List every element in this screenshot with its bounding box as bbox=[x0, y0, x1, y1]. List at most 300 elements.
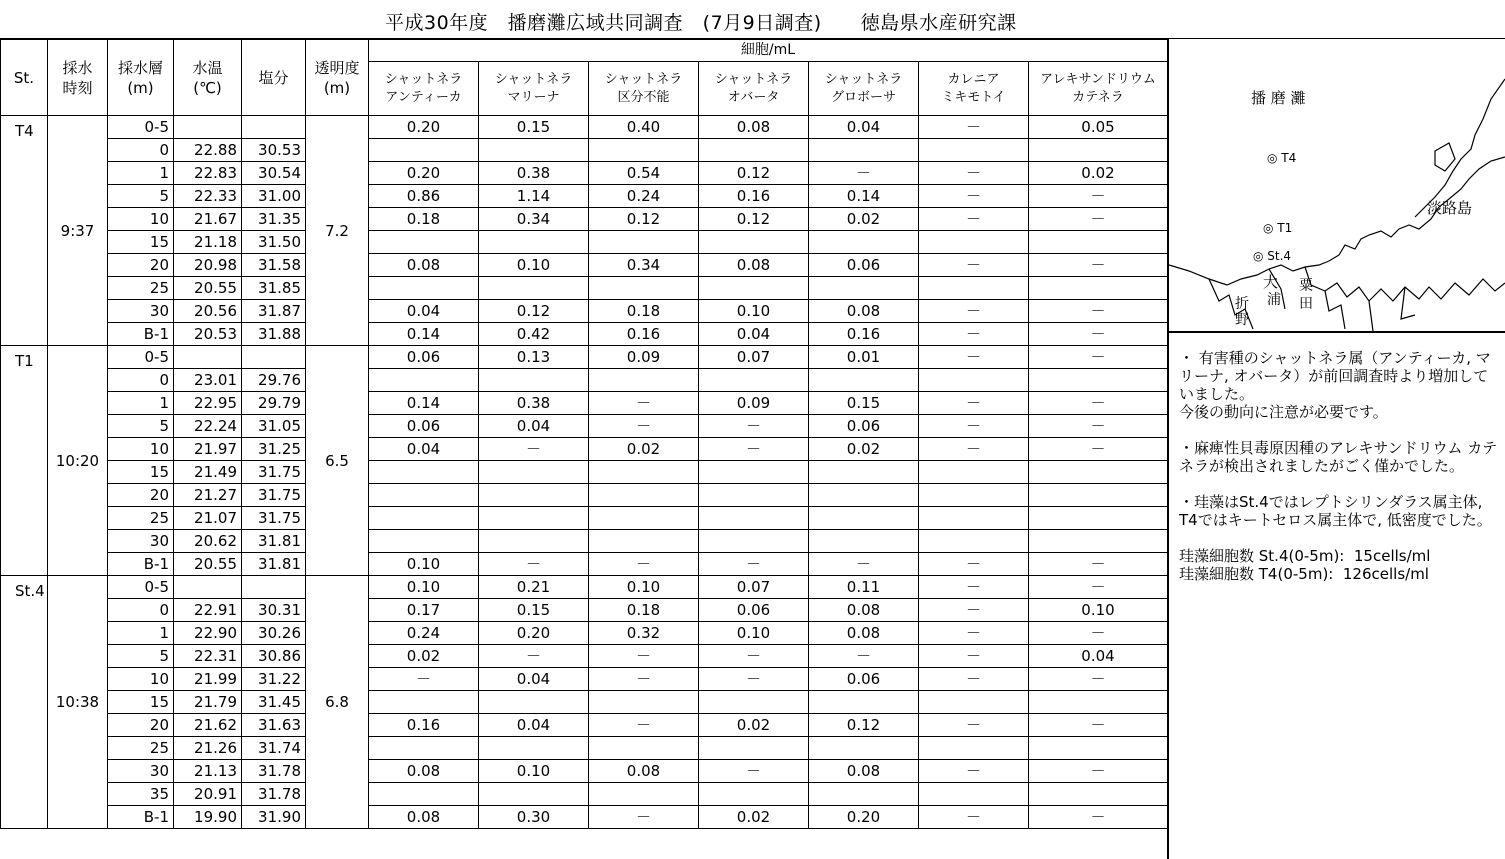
salinity-cell: 31.58 bbox=[242, 254, 306, 277]
cell-count bbox=[809, 783, 919, 806]
map-station-t1: ◎ T1 bbox=[1263, 221, 1293, 235]
cell-count: 0.08 bbox=[369, 254, 479, 277]
cell-count bbox=[479, 139, 589, 162]
table-row bbox=[1, 323, 1168, 346]
table-row bbox=[1, 254, 1168, 277]
table-row bbox=[1, 783, 1168, 806]
cell-count: － bbox=[1029, 323, 1168, 346]
cell-count bbox=[369, 737, 479, 760]
survey-map bbox=[1169, 39, 1505, 333]
cell-count bbox=[809, 139, 919, 162]
cell-count bbox=[699, 737, 809, 760]
cell-count bbox=[1029, 484, 1168, 507]
cell-count bbox=[809, 691, 919, 714]
cell-count: 0.08 bbox=[589, 760, 699, 783]
depth-cell: 0 bbox=[108, 139, 174, 162]
cell-count bbox=[809, 737, 919, 760]
cell-count: 0.10 bbox=[369, 576, 479, 599]
table-row bbox=[1, 507, 1168, 530]
cell-count bbox=[589, 461, 699, 484]
diatom-counts bbox=[1179, 547, 1501, 583]
cell-count: 0.08 bbox=[699, 254, 809, 277]
cell-count: 0.10 bbox=[699, 300, 809, 323]
station-name: St.4 bbox=[1, 576, 48, 829]
temperature-cell: 22.24 bbox=[174, 415, 242, 438]
cell-count: 0.06 bbox=[809, 668, 919, 691]
cell-count: 0.34 bbox=[589, 254, 699, 277]
cell-count: － bbox=[1029, 622, 1168, 645]
cell-count: 0.18 bbox=[589, 300, 699, 323]
cell-count: － bbox=[919, 645, 1029, 668]
header-species: カレニア ミキモトイ bbox=[919, 62, 1029, 116]
depth-cell: 30 bbox=[108, 300, 174, 323]
cell-count: 0.04 bbox=[369, 438, 479, 461]
salinity-cell bbox=[242, 576, 306, 599]
table-row bbox=[1, 277, 1168, 300]
cell-count: － bbox=[919, 576, 1029, 599]
depth-cell: B-1 bbox=[108, 553, 174, 576]
salinity-cell: 31.45 bbox=[242, 691, 306, 714]
header-species: シャットネラ 区分不能 bbox=[589, 62, 699, 116]
cell-count: 0.02 bbox=[369, 645, 479, 668]
temperature-cell: 21.99 bbox=[174, 668, 242, 691]
sampling-time: 10:20 bbox=[48, 346, 108, 576]
cell-count bbox=[919, 691, 1029, 714]
cell-count: 0.20 bbox=[369, 162, 479, 185]
cell-count bbox=[479, 737, 589, 760]
cell-count bbox=[809, 530, 919, 553]
salinity-cell: 30.86 bbox=[242, 645, 306, 668]
cell-count: 0.14 bbox=[369, 392, 479, 415]
temperature-cell: 20.98 bbox=[174, 254, 242, 277]
cell-count: － bbox=[919, 323, 1029, 346]
header-cell-unit: 細胞/mL bbox=[369, 40, 1168, 62]
notes-section bbox=[1179, 349, 1501, 583]
cell-count: － bbox=[919, 714, 1029, 737]
coastline-shikoku bbox=[1169, 157, 1505, 285]
table-row bbox=[1, 139, 1168, 162]
cell-count: － bbox=[1029, 208, 1168, 231]
depth-cell: 10 bbox=[108, 668, 174, 691]
coastline-shore bbox=[1325, 287, 1415, 331]
cell-count: 0.09 bbox=[699, 392, 809, 415]
coastline-island bbox=[1435, 143, 1455, 171]
cell-count: － bbox=[1029, 760, 1168, 783]
cell-count bbox=[809, 507, 919, 530]
cell-count: 0.34 bbox=[479, 208, 589, 231]
depth-cell: 20 bbox=[108, 714, 174, 737]
salinity-cell bbox=[242, 346, 306, 369]
cell-count: 0.10 bbox=[479, 254, 589, 277]
cell-count bbox=[369, 461, 479, 484]
table-row bbox=[1, 185, 1168, 208]
salinity-cell: 31.25 bbox=[242, 438, 306, 461]
cell-count: 0.16 bbox=[699, 185, 809, 208]
cell-count bbox=[919, 231, 1029, 254]
cell-count: － bbox=[1029, 346, 1168, 369]
cell-count: － bbox=[919, 346, 1029, 369]
cell-count: － bbox=[699, 553, 809, 576]
map-place-label: 粟 bbox=[1299, 278, 1313, 294]
cell-count: 0.40 bbox=[589, 116, 699, 139]
temperature-cell: 21.07 bbox=[174, 507, 242, 530]
header-temperature: 水温 (℃) bbox=[174, 40, 242, 116]
cell-count bbox=[919, 139, 1029, 162]
depth-cell: 15 bbox=[108, 231, 174, 254]
depth-cell: 0-5 bbox=[108, 116, 174, 139]
cell-count: － bbox=[589, 645, 699, 668]
cell-count bbox=[919, 737, 1029, 760]
depth-cell: 15 bbox=[108, 461, 174, 484]
map-station-t4: ◎ T4 bbox=[1267, 151, 1297, 165]
table-row bbox=[1, 553, 1168, 576]
cell-count: 0.10 bbox=[369, 553, 479, 576]
cell-count: 0.11 bbox=[809, 576, 919, 599]
cell-count bbox=[479, 507, 589, 530]
salinity-cell: 31.78 bbox=[242, 783, 306, 806]
table-row bbox=[1, 576, 1168, 599]
salinity-cell: 31.75 bbox=[242, 507, 306, 530]
cell-count bbox=[369, 277, 479, 300]
cell-count: 0.18 bbox=[369, 208, 479, 231]
cell-count: － bbox=[919, 254, 1029, 277]
table-body bbox=[1, 116, 1168, 829]
salinity-cell: 29.76 bbox=[242, 369, 306, 392]
cell-count bbox=[1029, 231, 1168, 254]
depth-cell: 0 bbox=[108, 599, 174, 622]
cell-count: － bbox=[699, 645, 809, 668]
salinity-cell: 31.74 bbox=[242, 737, 306, 760]
cell-count: － bbox=[699, 760, 809, 783]
cell-count bbox=[589, 484, 699, 507]
cell-count: － bbox=[919, 415, 1029, 438]
cell-count bbox=[369, 783, 479, 806]
transparency-cell: 6.8 bbox=[306, 576, 369, 829]
cell-count: 0.06 bbox=[369, 415, 479, 438]
header-transparency: 透明度 (m) bbox=[306, 40, 369, 116]
depth-cell: 30 bbox=[108, 760, 174, 783]
table-row bbox=[1, 208, 1168, 231]
cell-count: － bbox=[809, 162, 919, 185]
cell-count: 0.06 bbox=[369, 346, 479, 369]
cell-count: 0.38 bbox=[479, 392, 589, 415]
cell-count: － bbox=[1029, 576, 1168, 599]
cell-count bbox=[919, 484, 1029, 507]
sampling-time: 9:37 bbox=[48, 116, 108, 346]
cell-count: 0.15 bbox=[479, 116, 589, 139]
coastline-map bbox=[1169, 39, 1505, 331]
temperature-cell: 21.62 bbox=[174, 714, 242, 737]
cell-count: － bbox=[1029, 185, 1168, 208]
diatom-count-st4: 珪藻細胞数 St.4(0-5m): 15cells/ml bbox=[1179, 547, 1431, 565]
cell-count: 0.08 bbox=[369, 760, 479, 783]
header-species: シャットネラ アンティーカ bbox=[369, 62, 479, 116]
cell-count: － bbox=[919, 760, 1029, 783]
cell-count: 0.09 bbox=[589, 346, 699, 369]
depth-cell: 25 bbox=[108, 277, 174, 300]
temperature-cell: 22.83 bbox=[174, 162, 242, 185]
cell-count: － bbox=[1029, 254, 1168, 277]
salinity-cell: 31.22 bbox=[242, 668, 306, 691]
cell-count: 0.06 bbox=[809, 415, 919, 438]
cell-count: － bbox=[699, 438, 809, 461]
temperature-cell: 22.31 bbox=[174, 645, 242, 668]
cell-count: － bbox=[919, 208, 1029, 231]
cell-count: 0.24 bbox=[369, 622, 479, 645]
salinity-cell: 31.35 bbox=[242, 208, 306, 231]
cell-count: 0.16 bbox=[589, 323, 699, 346]
table-row bbox=[1, 392, 1168, 415]
station-name: T4 bbox=[1, 116, 48, 346]
cell-count: － bbox=[1029, 438, 1168, 461]
cell-count: － bbox=[589, 714, 699, 737]
temperature-cell: 21.97 bbox=[174, 438, 242, 461]
depth-cell: 25 bbox=[108, 507, 174, 530]
cell-count bbox=[479, 783, 589, 806]
cell-count bbox=[369, 530, 479, 553]
note-item: ・珪藻はSt.4ではレプトシリンダラス属主体, T4ではキートセロス属主体で, 低密度でした。 bbox=[1179, 493, 1492, 529]
transparency-cell: 6.5 bbox=[306, 346, 369, 576]
temperature-cell: 22.90 bbox=[174, 622, 242, 645]
cell-count: 0.15 bbox=[479, 599, 589, 622]
salinity-cell: 31.50 bbox=[242, 231, 306, 254]
salinity-cell: 31.85 bbox=[242, 277, 306, 300]
cell-count: － bbox=[919, 622, 1029, 645]
cell-count bbox=[589, 139, 699, 162]
cell-count: 0.24 bbox=[589, 185, 699, 208]
salinity-cell: 31.78 bbox=[242, 760, 306, 783]
cell-count bbox=[589, 691, 699, 714]
cell-count: 0.04 bbox=[809, 116, 919, 139]
cell-count: 0.01 bbox=[809, 346, 919, 369]
header-species: アレキサンドリウム カテネラ bbox=[1029, 62, 1168, 116]
cell-count: － bbox=[1029, 300, 1168, 323]
cell-count: 0.14 bbox=[369, 323, 479, 346]
cell-count: 0.12 bbox=[699, 208, 809, 231]
cell-count bbox=[919, 507, 1029, 530]
cell-count: － bbox=[589, 415, 699, 438]
map-sea-label: 播 磨 灘 bbox=[1251, 89, 1306, 107]
cell-count: 0.08 bbox=[809, 760, 919, 783]
cell-count: 0.02 bbox=[699, 714, 809, 737]
cell-count: 0.17 bbox=[369, 599, 479, 622]
salinity-cell: 31.81 bbox=[242, 530, 306, 553]
cell-count bbox=[699, 691, 809, 714]
table-row bbox=[1, 691, 1168, 714]
cell-count: 0.30 bbox=[479, 806, 589, 829]
header-station: St. bbox=[1, 40, 48, 116]
cell-count bbox=[589, 277, 699, 300]
cell-count: 0.32 bbox=[589, 622, 699, 645]
depth-cell: 1 bbox=[108, 392, 174, 415]
cell-count: － bbox=[919, 300, 1029, 323]
cell-count: 0.08 bbox=[809, 622, 919, 645]
cell-count: 0.13 bbox=[479, 346, 589, 369]
cell-count: 0.08 bbox=[699, 116, 809, 139]
depth-cell: 25 bbox=[108, 737, 174, 760]
depth-cell: 10 bbox=[108, 208, 174, 231]
salinity-cell: 31.00 bbox=[242, 185, 306, 208]
cell-count bbox=[589, 530, 699, 553]
table-row bbox=[1, 116, 1168, 139]
cell-count: － bbox=[699, 668, 809, 691]
cell-count bbox=[699, 507, 809, 530]
map-island-label: 淡路島 bbox=[1427, 199, 1473, 217]
table-row bbox=[1, 369, 1168, 392]
table-row bbox=[1, 622, 1168, 645]
map-place-label: 折 bbox=[1235, 296, 1249, 312]
temperature-cell: 20.53 bbox=[174, 323, 242, 346]
table-row bbox=[1, 415, 1168, 438]
depth-cell: B-1 bbox=[108, 806, 174, 829]
cell-count: 0.20 bbox=[369, 116, 479, 139]
cell-count bbox=[809, 461, 919, 484]
temperature-cell bbox=[174, 576, 242, 599]
header-species: シャットネラ オバータ bbox=[699, 62, 809, 116]
cell-count bbox=[1029, 783, 1168, 806]
salinity-cell: 31.87 bbox=[242, 300, 306, 323]
header-depth: 採水層 (m) bbox=[108, 40, 174, 116]
salinity-cell: 31.88 bbox=[242, 323, 306, 346]
cell-count: 0.54 bbox=[589, 162, 699, 185]
cell-count: 0.07 bbox=[699, 576, 809, 599]
table-row bbox=[1, 346, 1168, 369]
cell-count: － bbox=[919, 116, 1029, 139]
cell-count: － bbox=[1029, 415, 1168, 438]
cell-count: 0.38 bbox=[479, 162, 589, 185]
diatom-count-t4: 珪藻細胞数 T4(0-5m): 126cells/ml bbox=[1179, 565, 1429, 583]
cell-count: － bbox=[919, 668, 1029, 691]
salinity-cell: 31.75 bbox=[242, 461, 306, 484]
temperature-cell: 20.56 bbox=[174, 300, 242, 323]
depth-cell: 30 bbox=[108, 530, 174, 553]
temperature-cell: 22.95 bbox=[174, 392, 242, 415]
salinity-cell: 30.26 bbox=[242, 622, 306, 645]
cell-count: 0.07 bbox=[699, 346, 809, 369]
right-panel bbox=[1167, 39, 1505, 859]
cell-count: － bbox=[919, 392, 1029, 415]
cell-count bbox=[369, 139, 479, 162]
cell-count bbox=[699, 530, 809, 553]
salinity-cell: 29.79 bbox=[242, 392, 306, 415]
cell-count: 1.14 bbox=[479, 185, 589, 208]
cell-count bbox=[369, 369, 479, 392]
temperature-cell bbox=[174, 116, 242, 139]
temperature-cell: 22.91 bbox=[174, 599, 242, 622]
page-title: 平成30年度 播磨灘広域共同調査 (7月9日調査) 徳島県水産研究課 bbox=[385, 12, 1017, 34]
cell-count bbox=[1029, 139, 1168, 162]
cell-count: － bbox=[589, 806, 699, 829]
cell-count: － bbox=[1029, 806, 1168, 829]
cell-count bbox=[1029, 507, 1168, 530]
cell-count: 0.10 bbox=[1029, 599, 1168, 622]
cell-count bbox=[809, 231, 919, 254]
cell-count: － bbox=[479, 645, 589, 668]
cell-count: － bbox=[809, 553, 919, 576]
cell-count bbox=[809, 484, 919, 507]
cell-count bbox=[589, 507, 699, 530]
cell-count bbox=[369, 507, 479, 530]
table-header bbox=[1, 40, 1168, 116]
cell-count bbox=[369, 231, 479, 254]
cell-count: 0.21 bbox=[479, 576, 589, 599]
cell-count: 0.02 bbox=[809, 208, 919, 231]
cell-count: － bbox=[589, 392, 699, 415]
cell-count: － bbox=[1029, 392, 1168, 415]
cell-count bbox=[699, 783, 809, 806]
cell-count bbox=[699, 484, 809, 507]
cell-count: － bbox=[919, 599, 1029, 622]
depth-cell: 35 bbox=[108, 783, 174, 806]
cell-count: 0.12 bbox=[479, 300, 589, 323]
cell-count: 0.08 bbox=[369, 806, 479, 829]
header-species: シャットネラ グロボーサ bbox=[809, 62, 919, 116]
cell-count: － bbox=[589, 553, 699, 576]
sampling-time: 10:38 bbox=[48, 576, 108, 829]
cell-count: 0.08 bbox=[809, 599, 919, 622]
cell-count: 0.02 bbox=[699, 806, 809, 829]
temperature-cell: 19.90 bbox=[174, 806, 242, 829]
map-station-st4: ◎ St.4 bbox=[1253, 249, 1292, 263]
cell-count: 0.04 bbox=[369, 300, 479, 323]
cell-count bbox=[479, 369, 589, 392]
cell-count bbox=[919, 277, 1029, 300]
temperature-cell: 22.33 bbox=[174, 185, 242, 208]
cell-count bbox=[1029, 461, 1168, 484]
table-row bbox=[1, 300, 1168, 323]
table-row bbox=[1, 461, 1168, 484]
cell-count bbox=[479, 277, 589, 300]
map-place-label: 浦 bbox=[1267, 292, 1281, 308]
cell-count bbox=[699, 369, 809, 392]
cell-count: 0.05 bbox=[1029, 116, 1168, 139]
header-salinity: 塩分 bbox=[242, 40, 306, 116]
cell-count: － bbox=[919, 806, 1029, 829]
table-row bbox=[1, 599, 1168, 622]
salinity-cell: 31.90 bbox=[242, 806, 306, 829]
cell-count bbox=[699, 231, 809, 254]
cell-count: － bbox=[1029, 668, 1168, 691]
table-row bbox=[1, 162, 1168, 185]
cell-count bbox=[479, 691, 589, 714]
table-row bbox=[1, 645, 1168, 668]
cell-count: 0.04 bbox=[1029, 645, 1168, 668]
cell-count: 0.04 bbox=[479, 668, 589, 691]
cell-count: 0.04 bbox=[479, 415, 589, 438]
cell-count: 0.20 bbox=[479, 622, 589, 645]
cell-count bbox=[369, 691, 479, 714]
salinity-cell: 31.81 bbox=[242, 553, 306, 576]
cell-count: 0.12 bbox=[589, 208, 699, 231]
table-row bbox=[1, 737, 1168, 760]
cell-count bbox=[589, 231, 699, 254]
depth-cell: 5 bbox=[108, 185, 174, 208]
table-row bbox=[1, 714, 1168, 737]
cell-count bbox=[369, 484, 479, 507]
cell-count: － bbox=[809, 645, 919, 668]
cell-count bbox=[589, 737, 699, 760]
cell-count: 0.02 bbox=[1029, 162, 1168, 185]
note-item: ・麻痺性貝毒原因種のアレキサンドリウム カテネラが検出されましたがごく僅かでした。 bbox=[1179, 439, 1498, 475]
cell-count bbox=[479, 231, 589, 254]
cell-count: 0.15 bbox=[809, 392, 919, 415]
cell-count: 0.16 bbox=[809, 323, 919, 346]
cell-count: － bbox=[1029, 553, 1168, 576]
cell-count bbox=[919, 783, 1029, 806]
cell-count bbox=[699, 139, 809, 162]
cell-count bbox=[479, 530, 589, 553]
temperature-cell: 22.88 bbox=[174, 139, 242, 162]
